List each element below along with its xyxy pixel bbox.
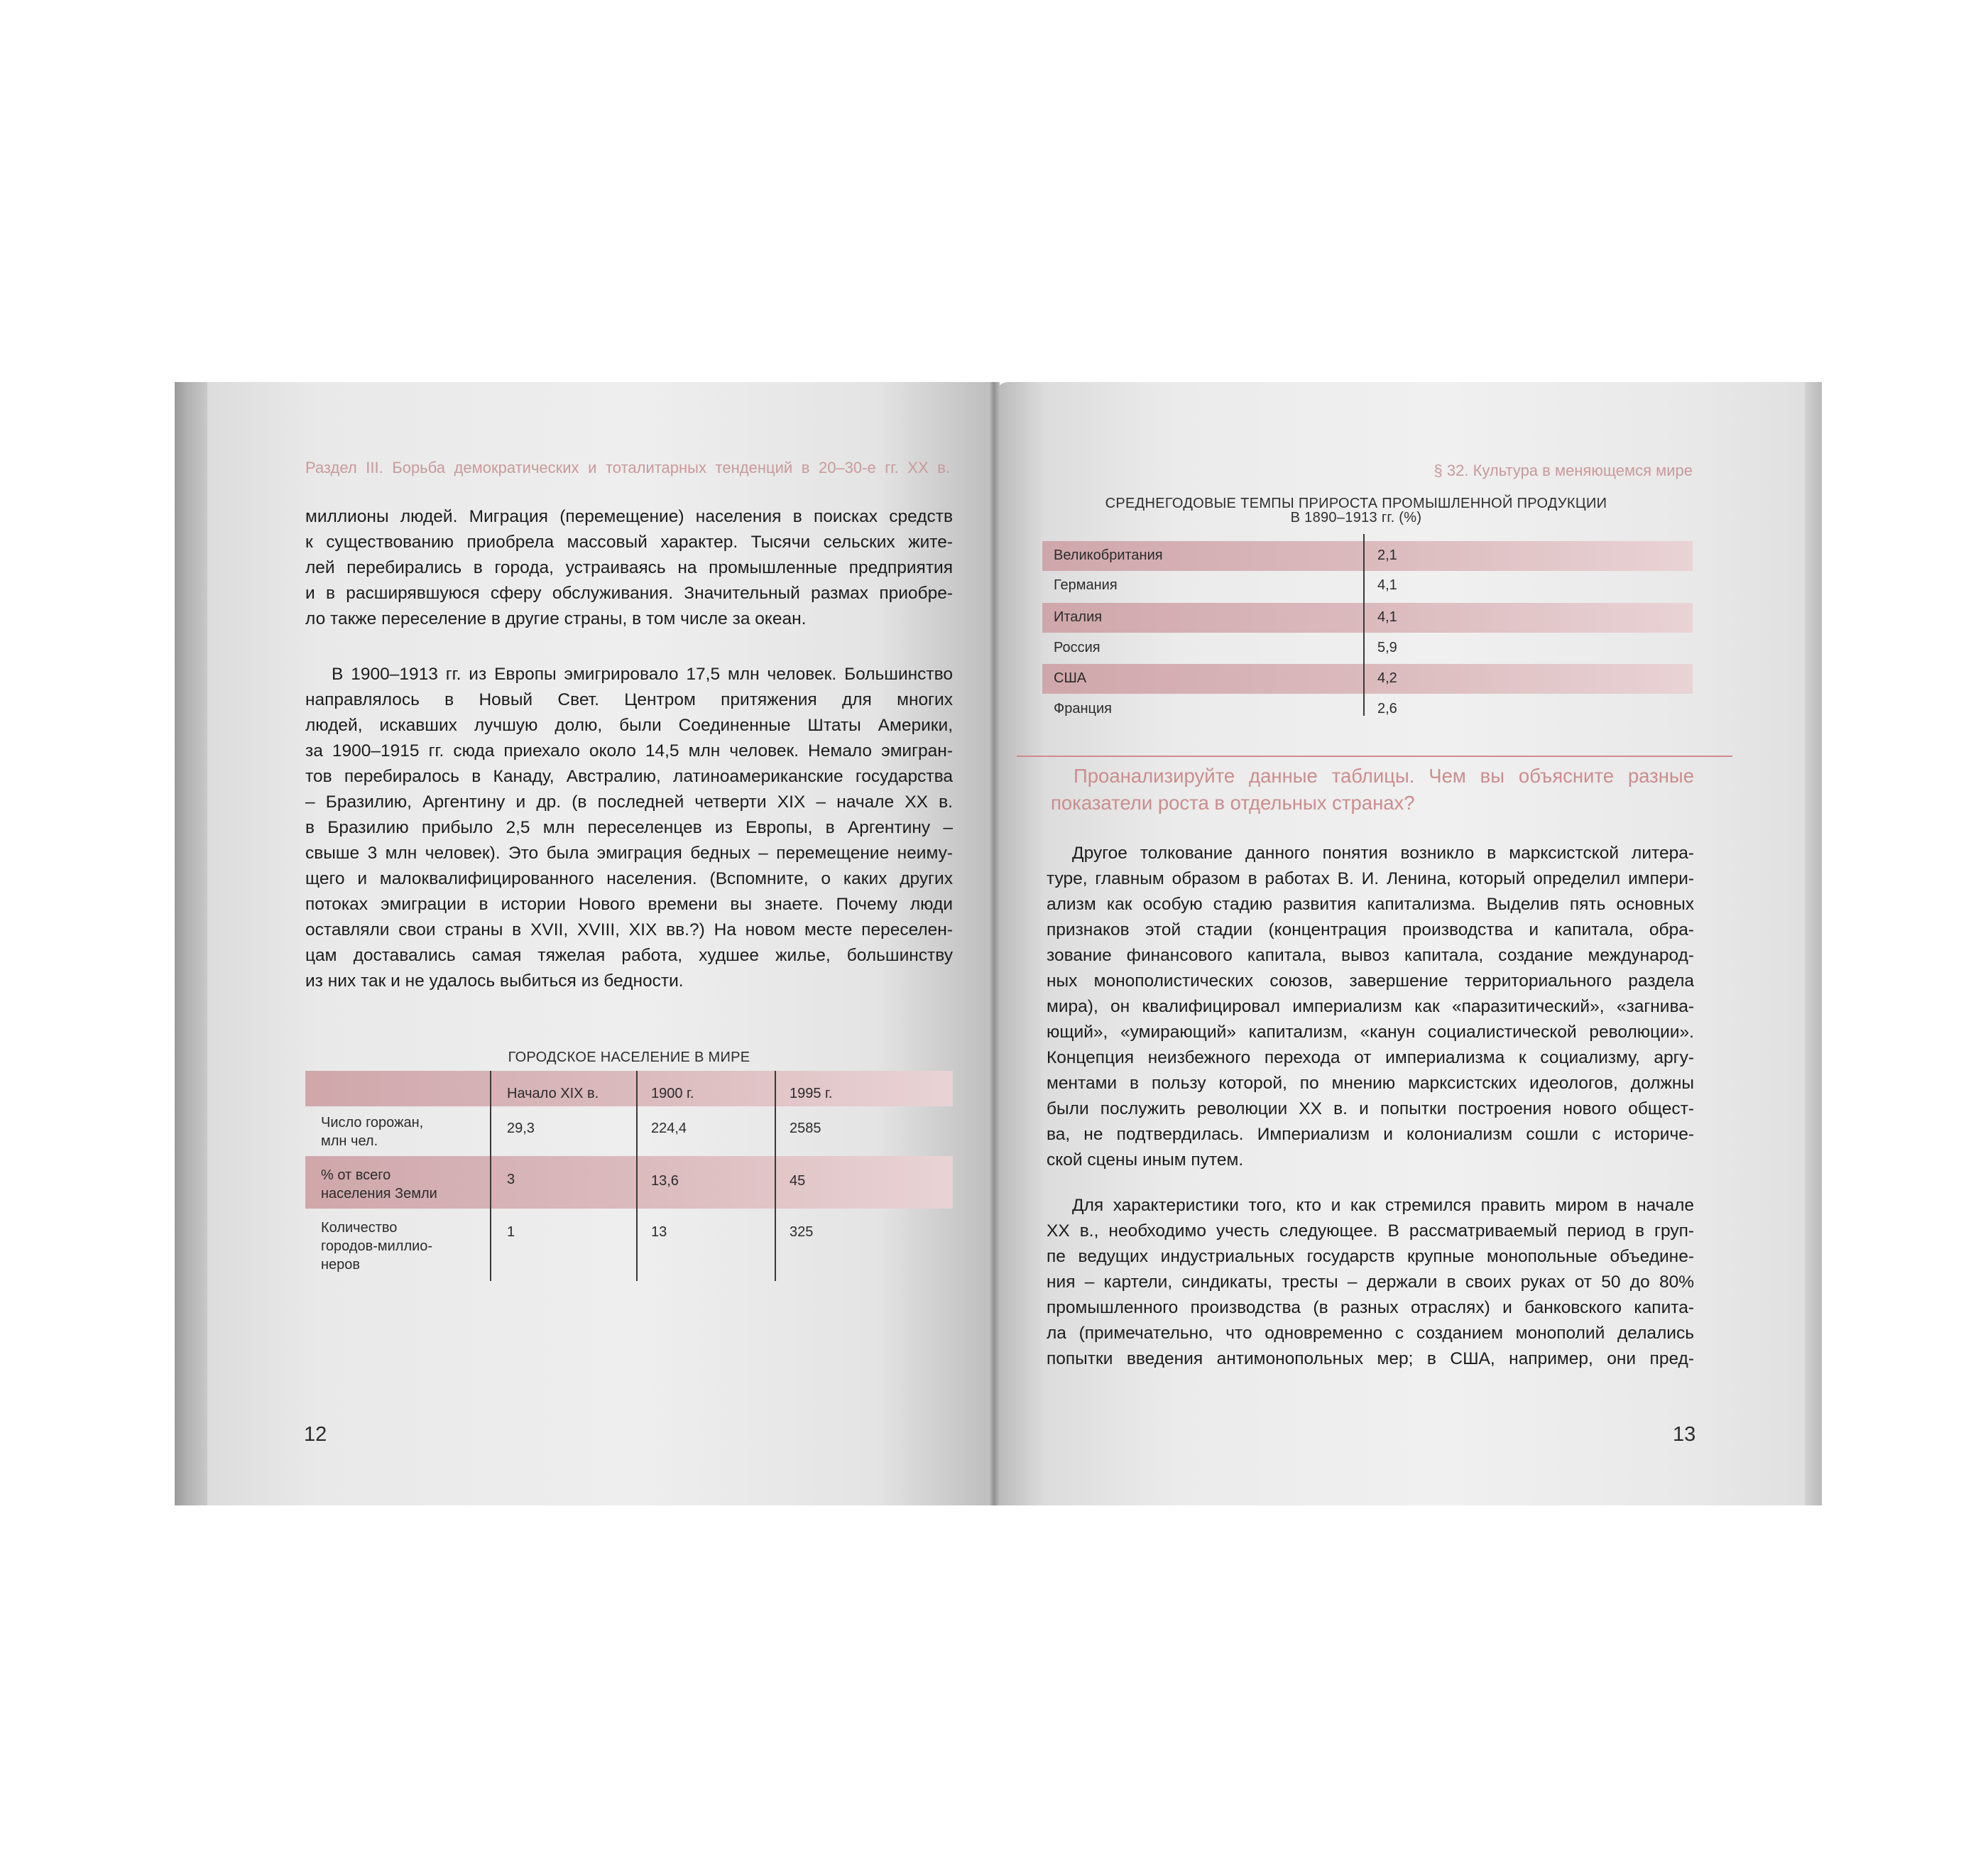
table-title: ГОРОДСКОЕ НАСЕЛЕНИЕ В МИРЕ bbox=[508, 1050, 750, 1065]
right-paragraph-2 bbox=[1047, 1193, 1694, 1372]
table-cell: 13,6 bbox=[651, 1173, 679, 1189]
table-cell: 325 bbox=[790, 1224, 814, 1240]
table-header-cell: 1900 г. bbox=[651, 1086, 694, 1101]
table-cell: 45 bbox=[790, 1173, 806, 1189]
column-divider bbox=[490, 1071, 491, 1281]
page-number: 13 bbox=[1673, 1423, 1696, 1446]
table-row-label bbox=[321, 1219, 432, 1274]
text-line: Проанализируйте данные таблицы. Чем вы объясните разные bbox=[1074, 765, 1694, 787]
table-title-line: В 1890–1913 гг. (%) bbox=[1290, 510, 1422, 525]
table-cell-value: 4,1 bbox=[1377, 577, 1397, 593]
text-line: ментами в пользу которой, по мнению марксистских идеологов, должны bbox=[1047, 1074, 1694, 1093]
text-line: признаков этой стадии (концентрация производства и капитала, обра- bbox=[1047, 920, 1694, 939]
table-cell-value: 2,6 bbox=[1377, 701, 1397, 716]
text-line: городов-миллио- bbox=[321, 1238, 433, 1254]
text-line: Число горожан, bbox=[321, 1115, 424, 1130]
text-line: показатели роста в отдельных странах? bbox=[1051, 792, 1415, 814]
table-cell-country: Россия bbox=[1054, 640, 1100, 655]
table-row-band bbox=[1042, 664, 1693, 694]
table-cell-country: США bbox=[1054, 670, 1087, 686]
section-divider bbox=[1017, 756, 1732, 757]
table-cell: 13 bbox=[651, 1224, 667, 1240]
text-line: XX в., необходимо учесть следующее. В рассматриваемый период в груп- bbox=[1047, 1221, 1694, 1241]
text-line: Для характеристики того, кто и как стремился править миром в начале bbox=[1072, 1196, 1694, 1215]
table-header-cell: 1995 г. bbox=[790, 1086, 833, 1101]
text-line: были послужить революции XX в. и попытки построения нового общест- bbox=[1047, 1099, 1694, 1118]
table-cell: 3 bbox=[507, 1172, 515, 1187]
text-line: из них так и не удалось выбиться из бедности. bbox=[305, 971, 684, 991]
table-header-cell: Начало XIX в. bbox=[507, 1086, 599, 1101]
left-paragraph-2 bbox=[305, 662, 953, 994]
right-running-header: § 32. Культура в меняющемся мире bbox=[1433, 462, 1693, 479]
text-line: потоках эмиграции в истории Нового времени вы знаете. Почему люди bbox=[305, 895, 953, 914]
column-divider bbox=[775, 1071, 776, 1281]
table-row-band bbox=[1042, 603, 1693, 633]
table-row-label bbox=[321, 1113, 423, 1150]
question-block bbox=[1051, 763, 1694, 817]
table-cell-value: 4,2 bbox=[1377, 670, 1397, 686]
text-line: ющий», «умирающий» капитализм, «канун социалистической революции». bbox=[1047, 1023, 1694, 1042]
table-cell: 2585 bbox=[790, 1121, 821, 1136]
text-line: % от всего bbox=[321, 1167, 391, 1183]
text-line: млн чел. bbox=[321, 1133, 378, 1149]
table-row-label bbox=[321, 1166, 437, 1203]
table-header-band bbox=[305, 1071, 953, 1106]
text-line: за 1900–1915 гг. сюда приехало около 14,5 млн человек. Немало эмигран- bbox=[305, 741, 953, 761]
text-line: миллионы людей. Миграция (перемещение) населения в поисках средств bbox=[305, 507, 953, 526]
table-cell-value: 4,1 bbox=[1377, 609, 1397, 625]
text-line: ализм как особую стадию развития капитализма. Выделив пять основных bbox=[1047, 895, 1694, 914]
left-paragraph-1 bbox=[305, 504, 953, 632]
table-title-line: СРЕДНЕГОДОВЫЕ ТЕМПЫ ПРИРОСТА ПРОМЫШЛЕННОЙ ПРОДУКЦИИ bbox=[1105, 496, 1607, 511]
text-line: пе ведущих индустриальных государств крупные монопольные объедине- bbox=[1047, 1247, 1694, 1266]
text-line: Концепция неизбежного перехода от империализма к социализму, аргу- bbox=[1047, 1048, 1694, 1067]
left-running-header: Раздел III. Борьба демократических и тоталитарных тенденций в 20–30-е гг. XX в. bbox=[305, 459, 950, 476]
text-line: Другое толкование данного понятия возникло в марксистской литера- bbox=[1072, 844, 1694, 863]
page-number: 12 bbox=[304, 1423, 327, 1446]
text-line: ных монополистических союзов, завершение территориального раздела bbox=[1047, 971, 1694, 991]
table-cell-country: Италия bbox=[1054, 609, 1103, 625]
right-page-stack-edge bbox=[1803, 382, 1822, 1505]
text-line: ло также переселение в другие страны, в том числе за океан. bbox=[305, 609, 807, 628]
text-line: и в расширявшуюся сферу обслуживания. Значительный размах приобре- bbox=[305, 584, 953, 603]
text-line: туре, главным образом в работах В. И. Ленина, который определил импери- bbox=[1047, 869, 1694, 888]
text-line: цам доставались самая тяжелая работа, худшее жилье, большинству bbox=[305, 946, 953, 965]
text-line: – Бразилию, Аргентину и др. (в последней четверти XIX – начале XX в. bbox=[305, 792, 953, 812]
table-cell-country: Германия bbox=[1054, 577, 1118, 593]
left-page-stack-edge bbox=[175, 382, 207, 1505]
text-line: оставляли свои страны в XVII, XVIII, XIX вв.?) На новом месте переселен- bbox=[305, 920, 953, 939]
table-cell-country: Франция bbox=[1054, 701, 1112, 716]
text-line: людей, искавших лучшую долю, были Соединенные Штаты Америки, bbox=[305, 716, 953, 735]
table-cell: 1 bbox=[507, 1224, 515, 1240]
table-cell-value: 2,1 bbox=[1377, 547, 1397, 563]
text-line: к существованию приобрела массовый характер. Тысячи сельских жите- bbox=[305, 533, 953, 552]
text-line: ской сцены иным путем. bbox=[1047, 1150, 1244, 1170]
text-line: щего и малоквалифицированного населения. (Вспомните, о каких других bbox=[305, 869, 953, 888]
text-line: В 1900–1913 гг. из Европы эмигрировало 17,5 млн человек. Большинство bbox=[332, 665, 953, 684]
text-line: ния – картели, синдикаты, тресты – держали в своих руках от 50 до 80% bbox=[1047, 1273, 1694, 1292]
text-line: промышленного производства (в разных отраслях) и банковского капита- bbox=[1047, 1298, 1694, 1317]
text-line: неров bbox=[321, 1257, 361, 1273]
text-line: направлялось в Новый Свет. Центром притяжения для многих bbox=[305, 690, 953, 709]
right-paragraph-1 bbox=[1047, 841, 1694, 1173]
book-gutter bbox=[988, 382, 1000, 1505]
text-line: лей перебирались в города, устраиваясь на промышленные предприятия bbox=[305, 558, 953, 577]
table-cell-country: Великобритания bbox=[1054, 547, 1163, 563]
column-divider bbox=[636, 1071, 638, 1281]
text-line: мира), он квалифицировал империализм как «паразитический», «загнива- bbox=[1047, 997, 1694, 1016]
table-cell: 224,4 bbox=[651, 1121, 687, 1136]
text-line: ла (примечательно, что одновременно с созданием монополий делались bbox=[1047, 1324, 1694, 1343]
text-line: ва, не подтвердилась. Империализм и колониализм сошли с историче- bbox=[1047, 1125, 1694, 1144]
text-line: зование финансового капитала, вывоз капитала, создание международ- bbox=[1047, 946, 1694, 965]
text-line: свыше 3 млн человек). Это была эмиграция бедных – перемещение неиму- bbox=[305, 844, 953, 863]
table-cell-value: 5,9 bbox=[1377, 640, 1397, 655]
text-line: попытки введения антимонопольных мер; в США, например, они пред- bbox=[1047, 1349, 1694, 1368]
text-line: Количество bbox=[321, 1220, 398, 1236]
column-divider bbox=[1363, 534, 1365, 716]
text-line: населения Земли bbox=[321, 1186, 437, 1202]
text-line: в Бразилию прибыло 2,5 млн переселенцев из Европы, в Аргентину – bbox=[305, 818, 953, 837]
table-cell: 29,3 bbox=[507, 1121, 535, 1136]
text-line: тов перебиралось в Канаду, Австралию, латиноамериканские государства bbox=[305, 767, 953, 786]
